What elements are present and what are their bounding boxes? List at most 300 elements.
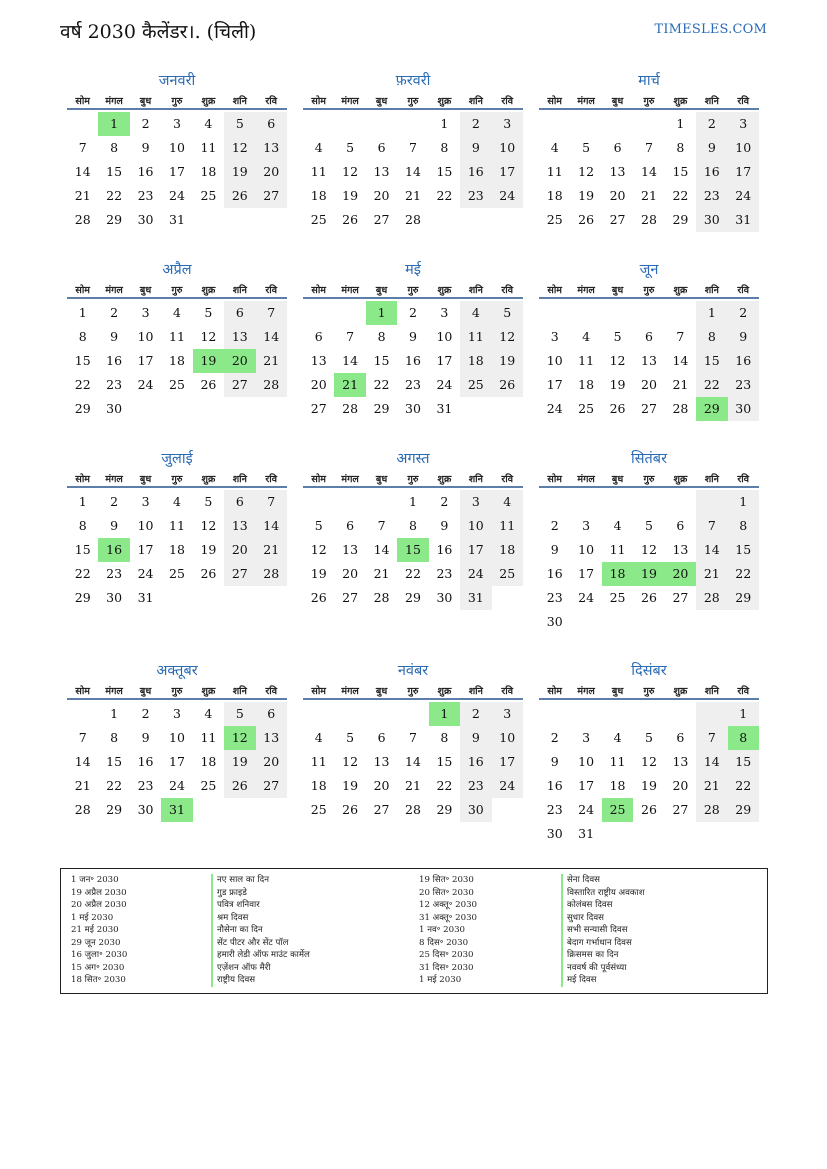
- day-cell: 8: [676, 140, 685, 155]
- day-cell: 6: [377, 730, 386, 745]
- day-cell: 5: [645, 730, 653, 745]
- day-cell: 25: [609, 590, 626, 605]
- day-cell: 22: [106, 778, 123, 793]
- day-cell: 20: [256, 750, 287, 774]
- day-cell: 5: [224, 702, 255, 726]
- day-cell: 12: [492, 325, 523, 349]
- holiday-day-cell: 15: [397, 538, 428, 562]
- day-cell: 9: [141, 140, 150, 155]
- month-name: अगस्त: [396, 451, 430, 467]
- day-cell: 9: [696, 136, 727, 160]
- day-cell: 2: [141, 116, 150, 131]
- day-cell: 28: [373, 590, 390, 605]
- empty-cell: [728, 822, 759, 846]
- legend-date: 1 नव॰ 2030: [419, 925, 466, 935]
- day-cell: 2: [550, 730, 559, 745]
- day-cell: 12: [342, 164, 359, 179]
- day-cell: 10: [492, 726, 523, 750]
- day-cell: 18: [492, 538, 523, 562]
- holiday-day-cell: 31: [161, 798, 192, 822]
- month-name: दिसंबर: [631, 663, 667, 679]
- empty-cell: [602, 490, 633, 514]
- days-grid: [67, 301, 287, 421]
- legend-names-col2: [561, 874, 645, 987]
- day-cell: 5: [204, 305, 213, 320]
- day-cell: 18: [310, 188, 327, 203]
- day-cell: 9: [550, 754, 559, 769]
- day-cell: 12: [310, 542, 327, 557]
- weekday-header: [303, 474, 523, 488]
- day-cell: 12: [200, 329, 217, 344]
- weekday-label: मंगल: [105, 96, 123, 107]
- day-cell: 30: [728, 397, 759, 421]
- day-cell: 30: [546, 826, 563, 841]
- day-cell: 11: [546, 164, 563, 179]
- legend-date: 20 अप्रैल 2030: [71, 900, 127, 910]
- day-cell: 27: [256, 774, 287, 798]
- day-cell: 17: [546, 377, 563, 392]
- day-cell: 13: [672, 542, 689, 557]
- weekday-label: मंगल: [577, 285, 595, 296]
- weekday-header: [303, 285, 523, 299]
- day-cell: 15: [728, 750, 759, 774]
- weekday-label: गुरु: [171, 285, 183, 296]
- weekday-header: [67, 686, 287, 700]
- weekday-label: शनि: [468, 285, 483, 296]
- day-cell: 9: [460, 136, 491, 160]
- legend-holiday-name: गुड फ्राइडे: [211, 887, 310, 900]
- day-cell: 22: [74, 377, 91, 392]
- day-cell: 14: [74, 164, 91, 179]
- legend-holiday-name: नए साल का दिन: [211, 874, 310, 887]
- day-cell: 18: [200, 754, 217, 769]
- empty-cell: [67, 112, 98, 136]
- day-cell: 19: [641, 778, 657, 793]
- day-cell: 27: [373, 802, 390, 817]
- weekday-label: रवि: [737, 474, 750, 485]
- legend-holiday-name: सभी सन्यासी दिवस: [561, 924, 645, 937]
- empty-cell: [224, 397, 255, 421]
- weekday-label: गुरु: [171, 96, 183, 107]
- day-cell: 4: [613, 518, 622, 533]
- day-cell: 25: [200, 778, 217, 793]
- day-cell: 5: [645, 518, 653, 533]
- day-cell: 24: [728, 184, 759, 208]
- weekday-label: बुध: [375, 686, 388, 697]
- day-cell: 8: [110, 730, 119, 745]
- weekday-label: मंगल: [105, 474, 123, 485]
- weekday-label: शनि: [468, 96, 483, 107]
- day-cell: 27: [672, 802, 689, 817]
- day-cell: 9: [550, 542, 559, 557]
- day-cell: 10: [169, 730, 185, 745]
- weekday-label: शनि: [468, 686, 483, 697]
- empty-cell: [224, 208, 255, 232]
- day-cell: 13: [224, 325, 255, 349]
- weekday-label: शनि: [704, 285, 719, 296]
- day-cell: 8: [440, 140, 449, 155]
- day-cell: 9: [110, 329, 119, 344]
- empty-cell: [366, 112, 397, 136]
- day-cell: 12: [609, 353, 626, 368]
- month-name: जुलाई: [161, 451, 193, 467]
- day-cell: 10: [137, 329, 154, 344]
- day-cell: 27: [310, 401, 327, 416]
- empty-cell: [303, 702, 334, 726]
- day-cell: 9: [728, 325, 759, 349]
- day-cell: 13: [342, 542, 359, 557]
- day-cell: 4: [550, 140, 559, 155]
- weekday-label: शुक्र: [201, 96, 216, 107]
- day-cell: 12: [224, 136, 255, 160]
- day-cell: 14: [641, 164, 657, 179]
- empty-cell: [161, 397, 192, 421]
- day-cell: 1: [728, 702, 759, 726]
- day-cell: 22: [696, 373, 727, 397]
- weekday-label: गुरु: [407, 474, 419, 485]
- legend-date: 1 जन॰ 2030: [71, 875, 119, 885]
- day-cell: 13: [373, 164, 390, 179]
- day-cell: 23: [546, 590, 563, 605]
- day-cell: 11: [169, 518, 185, 533]
- weekday-label: रवि: [737, 686, 750, 697]
- empty-cell: [602, 822, 633, 846]
- weekday-label: शुक्र: [201, 686, 216, 697]
- weekday-label: शुक्र: [437, 96, 452, 107]
- day-cell: 19: [224, 750, 255, 774]
- day-cell: 17: [137, 353, 154, 368]
- day-cell: 13: [310, 353, 327, 368]
- day-cell: 7: [256, 301, 287, 325]
- day-cell: 23: [460, 184, 491, 208]
- day-cell: 19: [492, 349, 523, 373]
- day-cell: 8: [78, 518, 87, 533]
- day-cell: 1: [696, 301, 727, 325]
- day-cell: 20: [310, 377, 327, 392]
- day-cell: 26: [609, 401, 626, 416]
- site-logo[interactable]: TIMESLES.COM: [654, 22, 767, 37]
- day-cell: 28: [256, 373, 287, 397]
- day-cell: 29: [405, 590, 421, 605]
- day-cell: 25: [492, 562, 523, 586]
- day-cell: 28: [74, 212, 91, 227]
- day-cell: 10: [728, 136, 759, 160]
- day-cell: 21: [373, 566, 390, 581]
- day-cell: 25: [578, 401, 595, 416]
- weekday-label: रवि: [501, 285, 514, 296]
- days-grid: [67, 112, 287, 232]
- day-cell: 27: [224, 562, 255, 586]
- month-calendar: [67, 660, 287, 822]
- day-cell: 23: [546, 802, 563, 817]
- day-cell: 7: [409, 730, 417, 745]
- day-cell: 15: [106, 164, 123, 179]
- weekday-label: शनि: [232, 96, 247, 107]
- day-cell: 7: [346, 329, 355, 344]
- day-cell: 8: [377, 329, 386, 344]
- day-cell: 2: [460, 702, 491, 726]
- day-cell: 13: [609, 164, 626, 179]
- day-cell: 23: [405, 377, 421, 392]
- day-cell: 31: [728, 208, 759, 232]
- day-cell: 16: [106, 353, 123, 368]
- empty-cell: [570, 610, 601, 634]
- empty-cell: [602, 301, 633, 325]
- day-cell: 4: [613, 730, 622, 745]
- legend-holiday-name: बेदाग गर्भाधान दिवस: [561, 937, 645, 950]
- day-cell: 24: [578, 590, 595, 605]
- day-cell: 26: [224, 184, 255, 208]
- legend-date: 21 मई 2030: [71, 925, 119, 935]
- day-cell: 3: [141, 494, 150, 509]
- day-cell: 21: [256, 538, 287, 562]
- day-cell: 7: [377, 518, 386, 533]
- day-cell: 29: [728, 798, 759, 822]
- weekday-label: मंगल: [341, 285, 359, 296]
- day-cell: 11: [609, 754, 626, 769]
- day-cell: 26: [641, 590, 657, 605]
- day-cell: 16: [137, 164, 154, 179]
- day-cell: 30: [696, 208, 727, 232]
- weekday-label: शुक्र: [437, 686, 452, 697]
- weekday-label: गुरु: [171, 474, 183, 485]
- day-cell: 18: [169, 542, 185, 557]
- day-cell: 30: [106, 590, 123, 605]
- legend-holiday-name: राष्ट्रीय दिवस: [211, 974, 310, 987]
- month-calendar: [303, 259, 523, 421]
- day-cell: 25: [460, 373, 491, 397]
- day-cell: 2: [110, 494, 119, 509]
- day-cell: 14: [696, 750, 727, 774]
- holiday-day-cell: 18: [602, 562, 633, 586]
- day-cell: 27: [256, 184, 287, 208]
- day-cell: 4: [204, 116, 213, 131]
- day-cell: 10: [492, 136, 523, 160]
- day-cell: 21: [696, 562, 727, 586]
- weekday-label: शनि: [704, 474, 719, 485]
- day-cell: 31: [169, 212, 185, 227]
- day-cell: 31: [137, 590, 154, 605]
- day-cell: 7: [78, 140, 87, 155]
- weekday-label: सोम: [75, 474, 90, 485]
- day-cell: 16: [137, 754, 154, 769]
- day-cell: 26: [342, 802, 359, 817]
- month-name: नवंबर: [397, 663, 429, 679]
- weekday-header: [67, 96, 287, 110]
- weekday-label: मंगल: [341, 96, 359, 107]
- day-cell: 25: [200, 188, 217, 203]
- weekday-label: शुक्र: [437, 285, 452, 296]
- day-cell: 15: [373, 353, 390, 368]
- month-calendar: [303, 448, 523, 610]
- legend-date: 29 जून 2030: [71, 937, 121, 948]
- day-cell: 29: [436, 802, 453, 817]
- month-calendar: [539, 660, 759, 846]
- empty-cell: [256, 208, 287, 232]
- day-cell: 4: [173, 494, 181, 509]
- day-cell: 2: [550, 518, 559, 533]
- weekday-label: मंगल: [341, 474, 359, 485]
- day-cell: 31: [578, 826, 595, 841]
- legend-holiday-name: सुधार दिवस: [561, 912, 645, 925]
- month-calendar: [303, 70, 523, 232]
- day-cell: 21: [74, 188, 91, 203]
- empty-cell: [193, 208, 224, 232]
- day-cell: 12: [200, 518, 217, 533]
- month-name: अक्तूबर: [156, 663, 198, 679]
- day-cell: 4: [492, 490, 523, 514]
- day-cell: 16: [436, 542, 453, 557]
- holiday-day-cell: 29: [696, 397, 727, 421]
- empty-cell: [696, 490, 727, 514]
- day-cell: 19: [342, 188, 359, 203]
- day-cell: 3: [173, 706, 181, 721]
- legend-date: 1 मई 2030: [419, 975, 462, 985]
- day-cell: 16: [405, 353, 421, 368]
- day-cell: 12: [641, 542, 657, 557]
- day-cell: 4: [582, 329, 591, 344]
- day-cell: 6: [377, 140, 386, 155]
- empty-cell: [728, 610, 759, 634]
- days-grid: [303, 702, 523, 822]
- day-cell: 1: [110, 706, 119, 721]
- day-cell: 23: [728, 373, 759, 397]
- legend-date: 31 दिस॰ 2030: [419, 962, 474, 973]
- day-cell: 4: [314, 140, 323, 155]
- day-cell: 11: [609, 542, 626, 557]
- day-cell: 27: [672, 590, 689, 605]
- day-cell: 25: [310, 212, 327, 227]
- days-grid: [539, 490, 759, 634]
- day-cell: 2: [728, 301, 759, 325]
- day-cell: 3: [582, 730, 591, 745]
- legend-holiday-name: नौसेना का दिन: [211, 924, 310, 937]
- holiday-day-cell: 12: [224, 726, 255, 750]
- day-cell: 6: [645, 329, 653, 344]
- day-cell: 8: [728, 514, 759, 538]
- day-cell: 15: [728, 538, 759, 562]
- weekday-label: बुध: [139, 96, 152, 107]
- day-cell: 27: [373, 212, 390, 227]
- day-cell: 16: [696, 160, 727, 184]
- empty-cell: [193, 798, 224, 822]
- day-cell: 22: [436, 188, 453, 203]
- days-grid: [67, 702, 287, 822]
- legend-dates-col1: [71, 874, 127, 987]
- day-cell: 2: [110, 305, 119, 320]
- legend-holiday-name: पवित्र शनिवार: [211, 899, 310, 912]
- legend-date: 19 अप्रैल 2030: [71, 887, 127, 898]
- day-cell: 15: [74, 353, 91, 368]
- day-cell: 27: [641, 401, 657, 416]
- weekday-label: रवि: [501, 96, 514, 107]
- weekday-header: [539, 285, 759, 299]
- weekday-label: बुध: [375, 96, 388, 107]
- legend-date: 15 अग॰ 2030: [71, 962, 125, 973]
- day-cell: 17: [436, 353, 453, 368]
- day-cell: 1: [78, 494, 87, 509]
- day-cell: 22: [672, 188, 689, 203]
- legend-holiday-name: सेंट पीटर और सेंट पॉल: [211, 937, 310, 950]
- day-cell: 24: [460, 562, 491, 586]
- day-cell: 11: [460, 325, 491, 349]
- day-cell: 16: [546, 566, 563, 581]
- day-cell: 16: [460, 750, 491, 774]
- empty-cell: [460, 397, 491, 421]
- day-cell: 28: [696, 586, 727, 610]
- page-title: वर्ष 2030 कैलेंडर।. (चिली): [60, 21, 257, 43]
- day-cell: 11: [200, 140, 217, 155]
- day-cell: 12: [342, 754, 359, 769]
- day-cell: 11: [169, 329, 185, 344]
- day-cell: 26: [200, 377, 217, 392]
- day-cell: 14: [342, 353, 359, 368]
- day-cell: 21: [74, 778, 91, 793]
- day-cell: 10: [169, 140, 185, 155]
- empty-cell: [366, 490, 397, 514]
- month-name: जून: [639, 262, 659, 278]
- empty-cell: [492, 798, 523, 822]
- day-cell: 11: [492, 514, 523, 538]
- empty-cell: [130, 397, 161, 421]
- day-cell: 22: [436, 778, 453, 793]
- empty-cell: [492, 397, 523, 421]
- legend-date: 16 जुला॰ 2030: [71, 950, 128, 960]
- day-cell: 14: [672, 353, 689, 368]
- weekday-label: सोम: [547, 96, 562, 107]
- empty-cell: [539, 112, 570, 136]
- weekday-label: गुरु: [643, 285, 655, 296]
- empty-cell: [665, 490, 696, 514]
- legend-date: 18 सित॰ 2030: [71, 975, 126, 985]
- empty-cell: [334, 112, 365, 136]
- month-calendar: [67, 259, 287, 421]
- day-cell: 4: [204, 706, 213, 721]
- legend-holiday-name: मई दिवस: [561, 974, 645, 987]
- day-cell: 2: [440, 494, 449, 509]
- empty-cell: [193, 397, 224, 421]
- day-cell: 11: [310, 754, 327, 769]
- day-cell: 14: [405, 754, 421, 769]
- day-cell: 26: [224, 774, 255, 798]
- empty-cell: [665, 610, 696, 634]
- day-cell: 19: [224, 160, 255, 184]
- day-cell: 14: [696, 538, 727, 562]
- days-grid: [67, 490, 287, 610]
- weekday-label: गुरु: [643, 474, 655, 485]
- day-cell: 22: [405, 566, 421, 581]
- holiday-day-cell: 1: [429, 702, 460, 726]
- weekday-label: सोम: [547, 285, 562, 296]
- day-cell: 14: [405, 164, 421, 179]
- day-cell: 27: [609, 212, 626, 227]
- weekday-header: [67, 474, 287, 488]
- month-name: जनवरी: [158, 73, 196, 89]
- empty-cell: [665, 301, 696, 325]
- empty-cell: [256, 798, 287, 822]
- day-cell: 17: [169, 164, 185, 179]
- holiday-day-cell: 19: [633, 562, 664, 586]
- legend-names-col1: [211, 874, 310, 987]
- day-cell: 16: [460, 160, 491, 184]
- day-cell: 6: [314, 329, 323, 344]
- day-cell: 5: [346, 140, 355, 155]
- day-cell: 23: [137, 778, 154, 793]
- day-cell: 25: [169, 566, 185, 581]
- day-cell: 3: [141, 305, 150, 320]
- weekday-label: शुक्र: [201, 285, 216, 296]
- legend-holiday-name: श्रम दिवस: [211, 912, 310, 925]
